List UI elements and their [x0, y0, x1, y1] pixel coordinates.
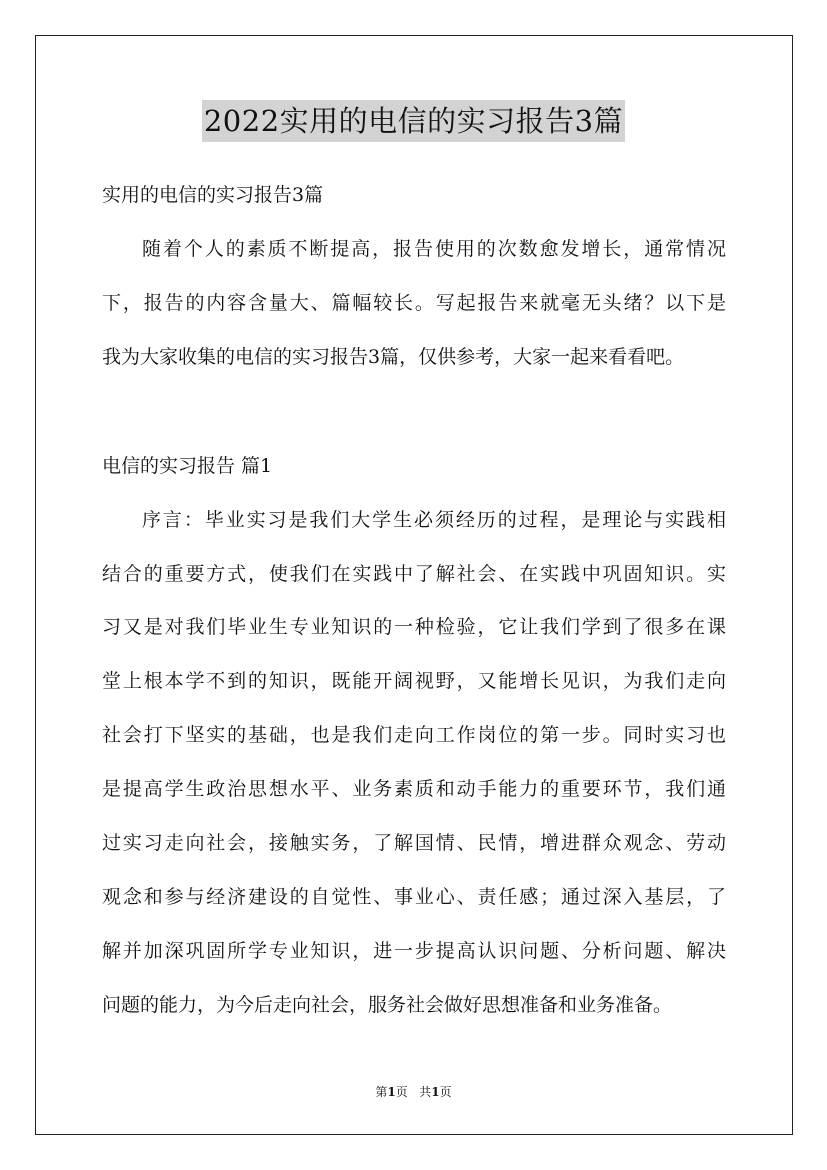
intro-line: 随着个人的素质不断提高，报告使用的次数愈发增长，通常情况 [142, 238, 726, 260]
page-footer [0, 1084, 827, 1100]
document-subtitle: 实用的电信的实习报告3篇 [102, 184, 324, 206]
body-line: 结合的重要方式，使我们在实践中了解社会、在实践中巩固知识。实 [102, 563, 726, 585]
total-pages: 1 [431, 1085, 440, 1099]
intro-line: 下，报告的内容含量大、篇幅较长。写起报告来就毫无头绪？以下是 [102, 292, 726, 314]
body-line: 问题的能力，为今后走向社会，服务社会做好思想准备和业务准备。 [102, 994, 673, 1016]
body-line: 解并加深巩固所学专业知识，进一步提高认识问题、分析问题、解决 [102, 940, 726, 962]
body-line: 习又是对我们毕业生专业知识的一种检验，它让我们学到了很多在课 [102, 616, 726, 638]
page-prefix: 第 [375, 1085, 388, 1099]
intro-line: 我为大家收集的电信的实习报告3篇，仅供参考，大家一起来看看吧。 [102, 346, 685, 368]
body-line: 是提高学生政治思想水平、业务素质和动手能力的重要环节，我们通 [102, 778, 726, 800]
document-title: 2022实用的电信的实习报告3篇 [202, 100, 625, 142]
total-suffix: 页 [439, 1085, 452, 1099]
total-prefix: 共 [419, 1085, 432, 1099]
page-number: 1 [387, 1085, 396, 1099]
body-line: 社会打下坚实的基础，也是我们走向工作岗位的第一步。同时实习也 [102, 724, 726, 746]
section-heading: 电信的实习报告 篇1 [102, 455, 273, 477]
body-line: 堂上根本学不到的知识，既能开阔视野，又能增长见识，为我们走向 [102, 670, 726, 692]
title-container [0, 100, 827, 142]
body-line: 观念和参与经济建设的自觉性、事业心、责任感；通过深入基层，了 [102, 886, 726, 908]
page-suffix: 页 [395, 1085, 408, 1099]
body-line: 过实习走向社会，接触实务，了解国情、民情，增进群众观念、劳动 [102, 832, 726, 854]
body-line: 序言：毕业实习是我们大学生必须经历的过程，是理论与实践相 [142, 509, 726, 531]
